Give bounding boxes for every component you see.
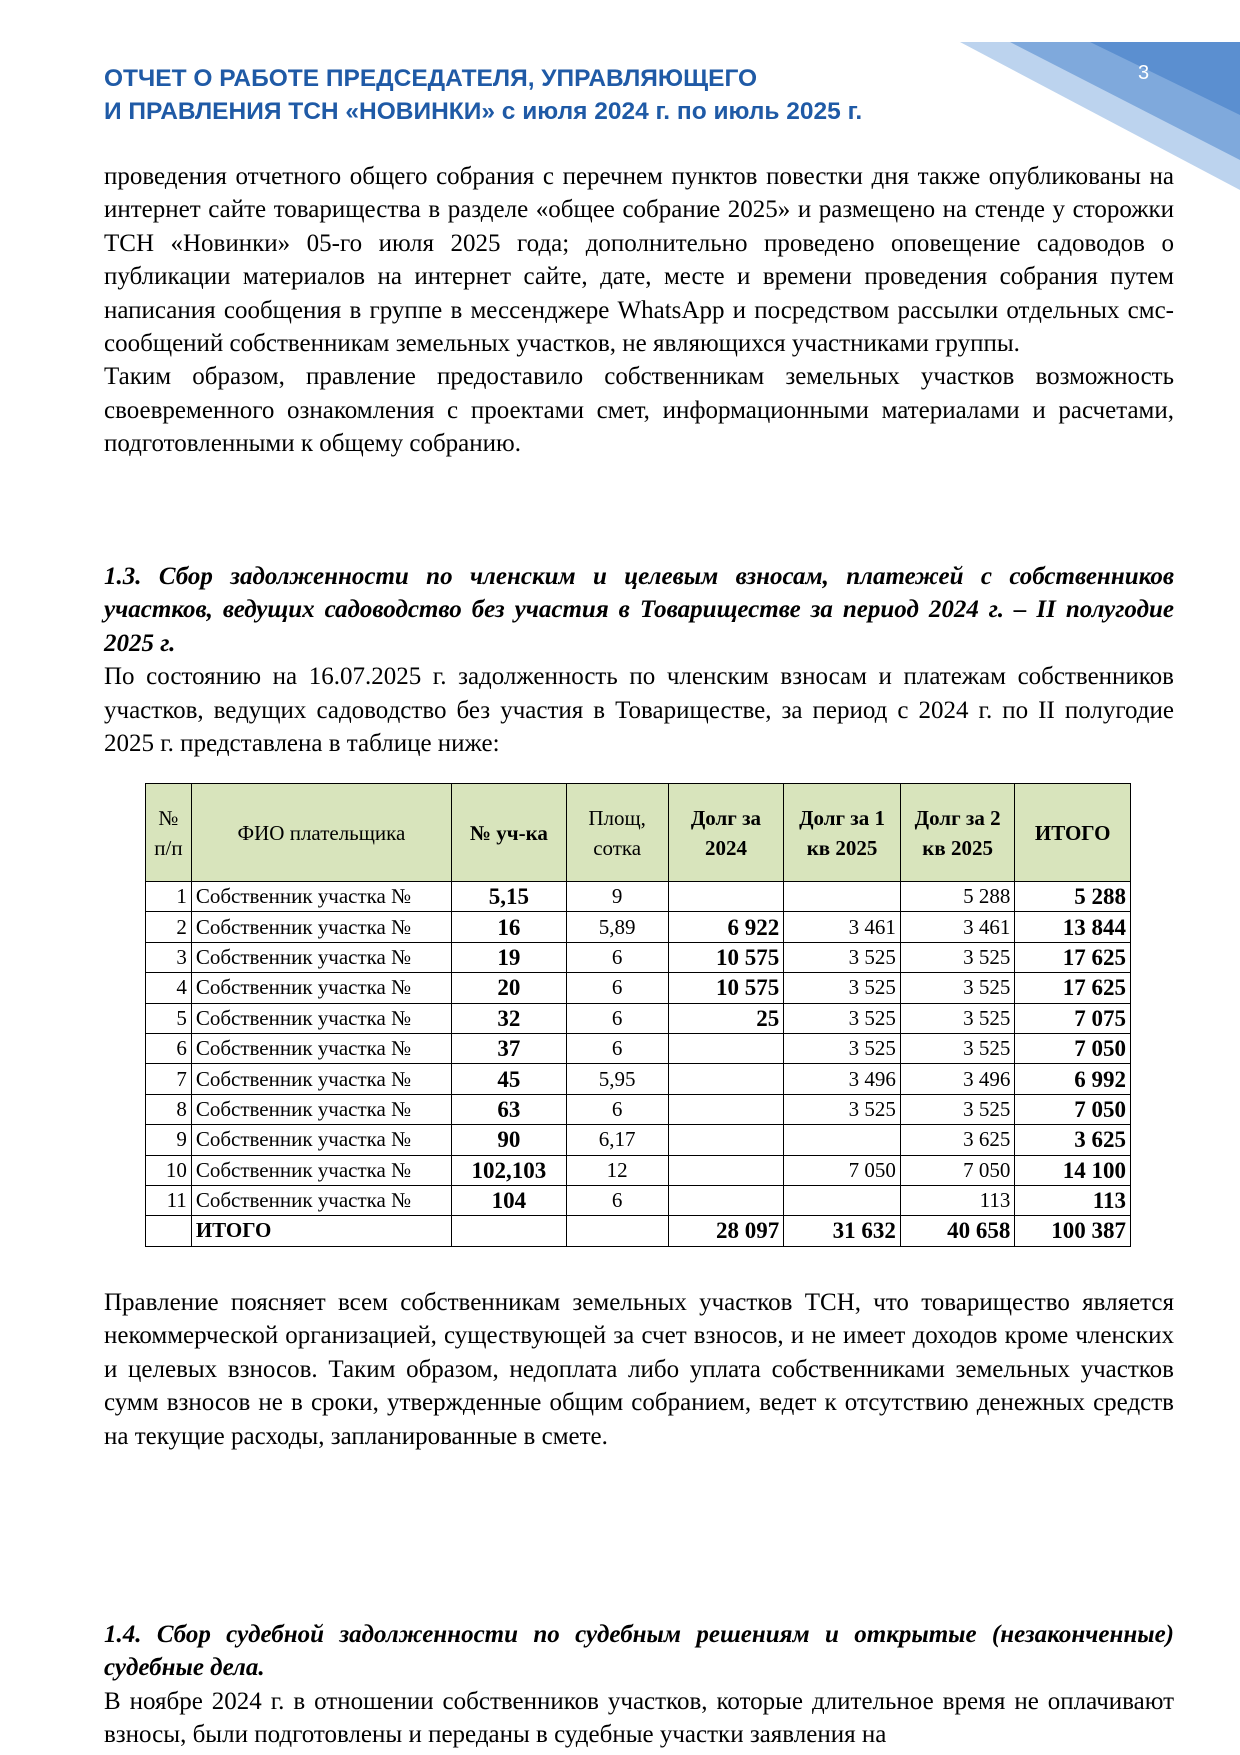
cell-plot-number: 5,15 [452,882,567,912]
table-total-row [146,1216,1131,1246]
cell-area: 12 [566,1155,668,1185]
cell-debt-q2: 3 525 [900,942,1015,972]
cell-debt-2024: 10 575 [668,973,784,1003]
table-row [146,1155,1131,1185]
cell-total-debt-q2: 40 658 [900,1216,1015,1246]
cell-payer-name: Собственник участка № [191,1033,451,1063]
cell-empty [452,1216,567,1246]
cell-debt-q2: 3 461 [900,912,1015,942]
cell-total: 5 288 [1015,882,1131,912]
cell-row-number: 2 [146,912,192,942]
cell-debt-q2: 7 050 [900,1155,1015,1185]
cell-payer-name: Собственник участка № [191,1094,451,1124]
paragraph-meeting-notice: проведения отчетного общего собрания с перечнем пунктов повестки дня также опубликованы на интернет сайте товарищества в разделе «общее собрание 2025» и размещено на стенде у сторожки ТСН «Новинки» 05-го июля 2025 года; дополнительно проведено оповещение садоводов о публикации материалов на интернет сайте, дате, месте и времени проведения собрания путем написания сообщения в группе в мессенджере WhatsApp и посредством рассылки отдельных смс-сообщений собственникам земельных участков, не являющихся участниками группы. [104,163,1174,358]
cell-plot-number: 32 [452,1003,567,1033]
cell-row-number: 4 [146,973,192,1003]
cell-plot-number: 102,103 [452,1155,567,1185]
text-block-top [104,160,1174,461]
table-row [146,973,1131,1003]
cell-debt-q1: 7 050 [784,1155,901,1185]
table-row [146,1064,1131,1094]
cell-row-number: 7 [146,1064,192,1094]
header-payer-name: ФИО плательщика [191,784,451,882]
paragraph-debt-intro: По состоянию на 16.07.2025 г. задолженность по членским взносам и платежам собственников участков, ведущих садоводство без участия в Товариществе, за период с 2024 г. по II полугодие 2025 г. представлена в таблице ниже: [104,663,1174,758]
cell-debt-q2: 3 625 [900,1125,1015,1155]
section-1-4 [104,1618,1174,1752]
cell-payer-name: Собственник участка № [191,1155,451,1185]
cell-debt-q2: 5 288 [900,882,1015,912]
cell-debt-2024 [668,1064,784,1094]
cell-total-debt-2024: 28 097 [668,1216,784,1246]
cell-plot-number: 45 [452,1064,567,1094]
cell-row-number: 6 [146,1033,192,1063]
cell-area: 6,17 [566,1125,668,1155]
cell-total-debt-q1: 31 632 [784,1216,901,1246]
cell-debt-2024 [668,1185,784,1215]
cell-row-number: 1 [146,882,192,912]
cell-payer-name: Собственник участка № [191,1064,451,1094]
section-heading-1-4: 1.4. Сбор судебной задолженности по судебным решениям и открытые (незаконченные) судебные дела. [104,1621,1174,1682]
cell-debt-q1 [784,1125,901,1155]
cell-debt-q2: 3 496 [900,1064,1015,1094]
header-debt-2024: Долг за 2024 [668,784,784,882]
cell-debt-2024 [668,1155,784,1185]
cell-total: 6 992 [1015,1064,1131,1094]
cell-payer-name: Собственник участка № [191,1125,451,1155]
cell-debt-2024 [668,882,784,912]
cell-debt-q1: 3 525 [784,1003,901,1033]
table-row [146,1003,1131,1033]
cell-debt-q1: 3 525 [784,1094,901,1124]
cell-debt-q1 [784,1185,901,1215]
cell-row-number: 8 [146,1094,192,1124]
cell-area: 6 [566,1003,668,1033]
cell-total: 3 625 [1015,1125,1131,1155]
header-plot-number: № уч-ка [452,784,567,882]
cell-row-number: 10 [146,1155,192,1185]
cell-debt-q2: 3 525 [900,1094,1015,1124]
cell-total: 7 050 [1015,1094,1131,1124]
cell-total: 17 625 [1015,942,1131,972]
cell-payer-name: Собственник участка № [191,1185,451,1215]
header-row-number: № п/п [146,784,192,882]
section-1-3 [104,560,1174,760]
report-header [104,62,924,128]
cell-total: 17 625 [1015,973,1131,1003]
debt-table [145,783,1131,1247]
cell-empty [566,1216,668,1246]
cell-debt-2024 [668,1033,784,1063]
report-header-line-2: И ПРАВЛЕНИЯ ТСН «НОВИНКИ» с июля 2024 г. по июль 2025 г. [104,98,863,125]
cell-plot-number: 16 [452,912,567,942]
cell-payer-name: Собственник участка № [191,973,451,1003]
cell-area: 6 [566,942,668,972]
cell-debt-q1: 3 461 [784,912,901,942]
header-debt-q1-2025: Долг за 1 кв 2025 [784,784,901,882]
cell-area: 6 [566,1094,668,1124]
table-row [146,1185,1131,1215]
cell-debt-2024: 10 575 [668,942,784,972]
cell-area: 9 [566,882,668,912]
table-row [146,882,1131,912]
cell-area: 5,95 [566,1064,668,1094]
cell-plot-number: 19 [452,942,567,972]
cell-debt-q2: 3 525 [900,1033,1015,1063]
cell-plot-number: 104 [452,1185,567,1215]
cell-total: 7 050 [1015,1033,1131,1063]
cell-area: 6 [566,973,668,1003]
cell-payer-name: Собственник участка № [191,882,451,912]
cell-debt-q1: 3 525 [784,1033,901,1063]
paragraph-court-claims: В ноябре 2024 г. в отношении собственников участков, которые длительное время не оплачивают взносы, были подготовлены и переданы в судебные участки заявления на [104,1687,1174,1749]
cell-plot-number: 37 [452,1033,567,1063]
cell-row-number: 5 [146,1003,192,1033]
cell-payer-name: Собственник участка № [191,1003,451,1033]
header-debt-q2-2025: Долг за 2 кв 2025 [900,784,1015,882]
cell-row-number: 9 [146,1125,192,1155]
cell-debt-q2: 3 525 [900,1003,1015,1033]
cell-payer-name: Собственник участка № [191,912,451,942]
cell-total: 113 [1015,1185,1131,1215]
cell-total: 14 100 [1015,1155,1131,1185]
header-total: ИТОГО [1015,784,1131,882]
cell-debt-q1: 3 525 [784,973,901,1003]
cell-debt-q1: 3 525 [784,942,901,972]
cell-debt-q1: 3 496 [784,1064,901,1094]
cell-plot-number: 20 [452,973,567,1003]
cell-debt-2024: 6 922 [668,912,784,942]
cell-row-number: 11 [146,1185,192,1215]
cell-payer-name: Собственник участка № [191,942,451,972]
page-number: 3 [1138,62,1150,84]
report-header-line-1: ОТЧЕТ О РАБОТЕ ПРЕДСЕДАТЕЛЯ, УПРАВЛЯЮЩЕГО [104,65,758,92]
cell-row-number: 3 [146,942,192,972]
cell-debt-2024 [668,1125,784,1155]
cell-plot-number: 63 [452,1094,567,1124]
table-row [146,1033,1131,1063]
cell-debt-q1 [784,882,901,912]
section-heading-1-3: 1.3. Сбор задолженности по членским и целевым взносам, платежей с собственников участков, ведущих садоводство без участия в Товариществе за период 2024 г. – II полугодие 2025 г. [104,563,1174,657]
cell-debt-2024 [668,1094,784,1124]
paragraph-board-explanation: Правление поясняет всем собственникам земельных участков ТСН, что товарищество является некоммерческой организацией, существующей за счет взносов, и не имеет доходов кроме членских и целевых взносов. Таким образом, недоплата либо уплата собственниками земельных участков сумм взносов не в сроки, утвержденные общим собранием, ведет к отсутствию денежных средств на текущие расходы, запланированные в смете. [104,1289,1174,1450]
cell-area: 6 [566,1033,668,1063]
cell-plot-number: 90 [452,1125,567,1155]
table-header-row [146,784,1131,882]
cell-total-label: ИТОГО [191,1216,451,1246]
cell-total: 7 075 [1015,1003,1131,1033]
cell-grand-total: 100 387 [1015,1216,1131,1246]
cell-debt-q2: 113 [900,1185,1015,1215]
cell-area: 5,89 [566,912,668,942]
table-row [146,1094,1131,1124]
cell-empty [146,1216,192,1246]
paragraph-conclusion: Таким образом, правление предоставило собственникам земельных участков возможность своевременного ознакомления с проектами смет, информационными материалами и расчетами, подготовленными к общему собранию. [104,363,1174,458]
table-row [146,942,1131,972]
cell-total: 13 844 [1015,912,1131,942]
table-row [146,912,1131,942]
cell-debt-q2: 3 525 [900,973,1015,1003]
debt-table-wrapper [145,783,1131,1247]
cell-area: 6 [566,1185,668,1215]
cell-debt-2024: 25 [668,1003,784,1033]
table-row [146,1125,1131,1155]
header-area: Площ, сотка [566,784,668,882]
